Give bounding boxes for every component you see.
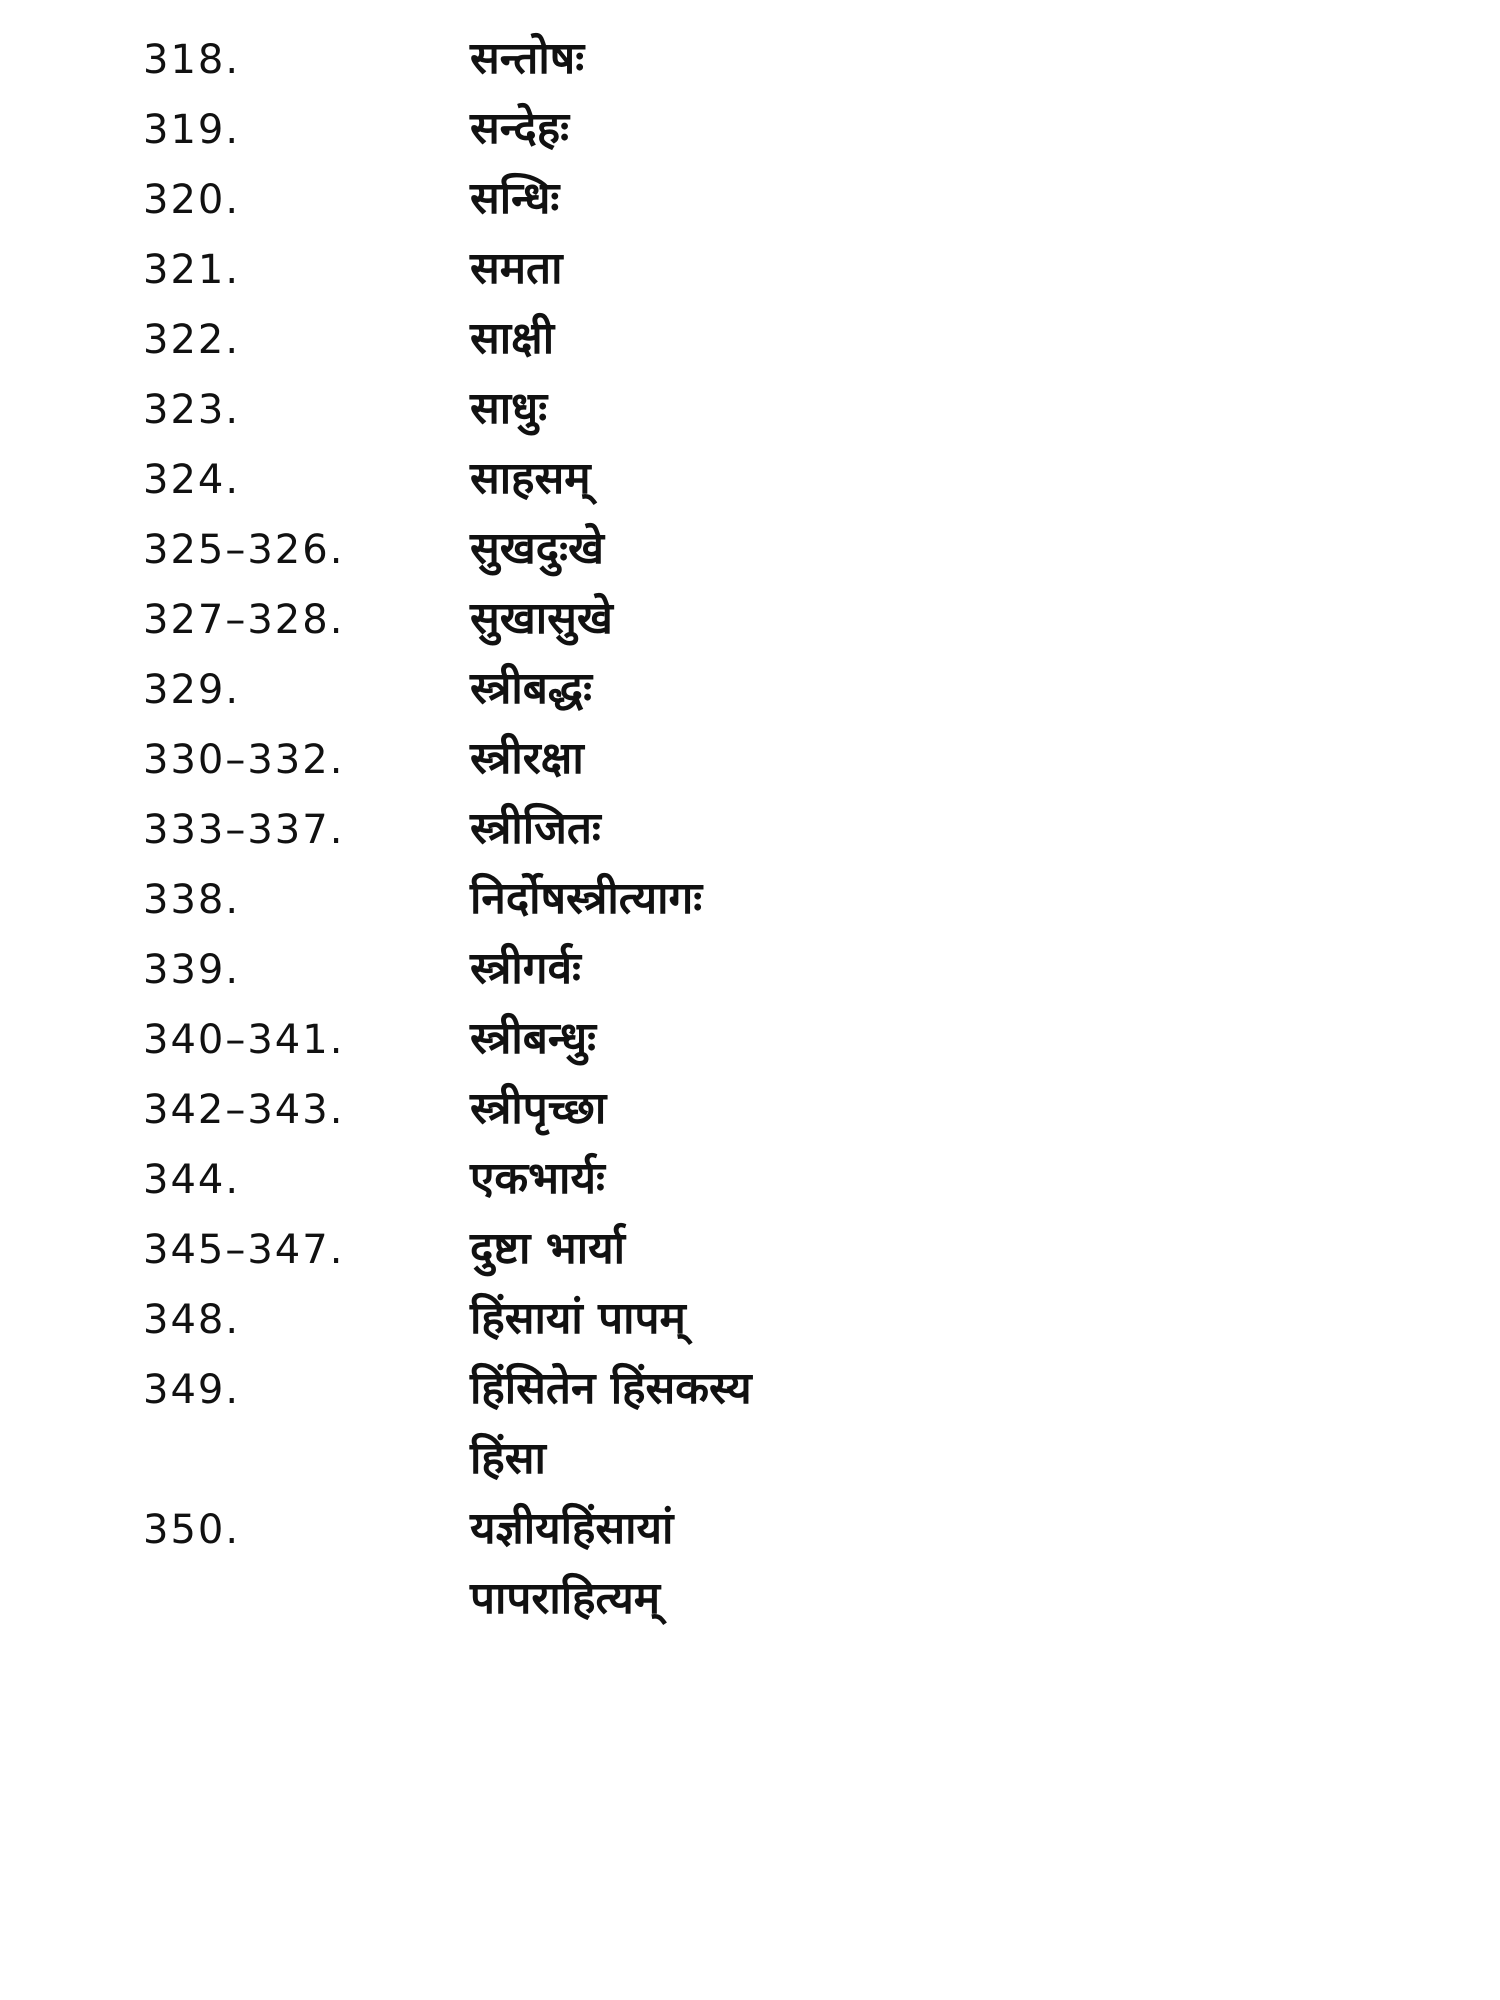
index-entry	[143, 584, 1043, 654]
entry-number: 321.	[143, 247, 241, 293]
entry-title: सुखासुखे	[470, 593, 613, 644]
entry-title: दुष्टा भार्या	[470, 1223, 626, 1274]
entry-title: साधुः	[470, 383, 548, 434]
entry-number: 344.	[143, 1157, 241, 1203]
entry-title: एकभार्यः	[470, 1153, 605, 1204]
entry-number: 333–337.	[143, 807, 345, 853]
entry-title: स्त्रीबन्धुः	[470, 1013, 597, 1064]
entry-number: 350.	[143, 1507, 241, 1553]
index-entry	[143, 794, 1043, 864]
index-entry	[143, 1004, 1043, 1074]
index-entry	[143, 654, 1043, 724]
entry-title: हिंसितेन हिंसकस्य	[470, 1363, 752, 1414]
entry-number: 339.	[143, 947, 241, 993]
index-entry-continuation	[143, 1424, 1043, 1494]
index-entry	[143, 864, 1043, 934]
entry-title: स्त्रीबद्धः	[470, 663, 592, 714]
index-entry-continuation	[143, 1564, 1043, 1634]
entry-number: 329.	[143, 667, 241, 713]
entry-number: 322.	[143, 317, 241, 363]
entry-title: सन्धिः	[470, 173, 560, 224]
entry-number: 338.	[143, 877, 241, 923]
entry-title: स्त्रीजितः	[470, 803, 601, 854]
entry-title: स्त्रीगर्वः	[470, 943, 581, 994]
entry-number: 325–326.	[143, 527, 345, 573]
entry-number: 320.	[143, 177, 241, 223]
entry-number: 319.	[143, 107, 241, 153]
index-entry	[143, 1074, 1043, 1144]
index-entry	[143, 444, 1043, 514]
entry-number: 324.	[143, 457, 241, 503]
entry-number: 327–328.	[143, 597, 345, 643]
entry-number: 345–347.	[143, 1227, 345, 1273]
index-entry	[143, 94, 1043, 164]
entry-title: स्त्रीपृच्छा	[470, 1083, 607, 1134]
entry-title: यज्ञीयहिंसायां	[470, 1503, 674, 1554]
index-entry	[143, 1284, 1043, 1354]
entry-title: निर्दोषस्त्रीत्यागः	[470, 873, 703, 924]
index-entry	[143, 234, 1043, 304]
entry-number: 323.	[143, 387, 241, 433]
entry-title: सुखदुःखे	[470, 523, 604, 574]
index-entry	[143, 24, 1043, 94]
entry-number: 340–341.	[143, 1017, 345, 1063]
index-entry	[143, 1214, 1043, 1284]
entry-title: सन्देहः	[470, 103, 569, 154]
entry-title: साहसम्	[470, 453, 591, 504]
entry-title: हिंसायां पापम्	[470, 1293, 686, 1344]
index-entry	[143, 514, 1043, 584]
index-entry	[143, 1354, 1043, 1424]
index-entry	[143, 724, 1043, 794]
index-entry	[143, 164, 1043, 234]
entry-title: समता	[470, 243, 563, 294]
entry-title: साक्षी	[470, 313, 555, 364]
entry-title: हिंसा	[470, 1433, 546, 1484]
entry-number: 330–332.	[143, 737, 345, 783]
entry-title: सन्तोषः	[470, 33, 585, 84]
index-entry	[143, 304, 1043, 374]
index-entry	[143, 374, 1043, 444]
entry-number: 349.	[143, 1367, 241, 1413]
index-list	[143, 24, 1043, 1634]
index-entry	[143, 934, 1043, 1004]
entry-number: 348.	[143, 1297, 241, 1343]
entry-title: स्त्रीरक्षा	[470, 733, 584, 784]
entry-number: 342–343.	[143, 1087, 345, 1133]
entry-number: 318.	[143, 37, 241, 83]
entry-title: पापराहित्यम्	[470, 1573, 661, 1624]
index-entry	[143, 1494, 1043, 1564]
index-entry	[143, 1144, 1043, 1214]
